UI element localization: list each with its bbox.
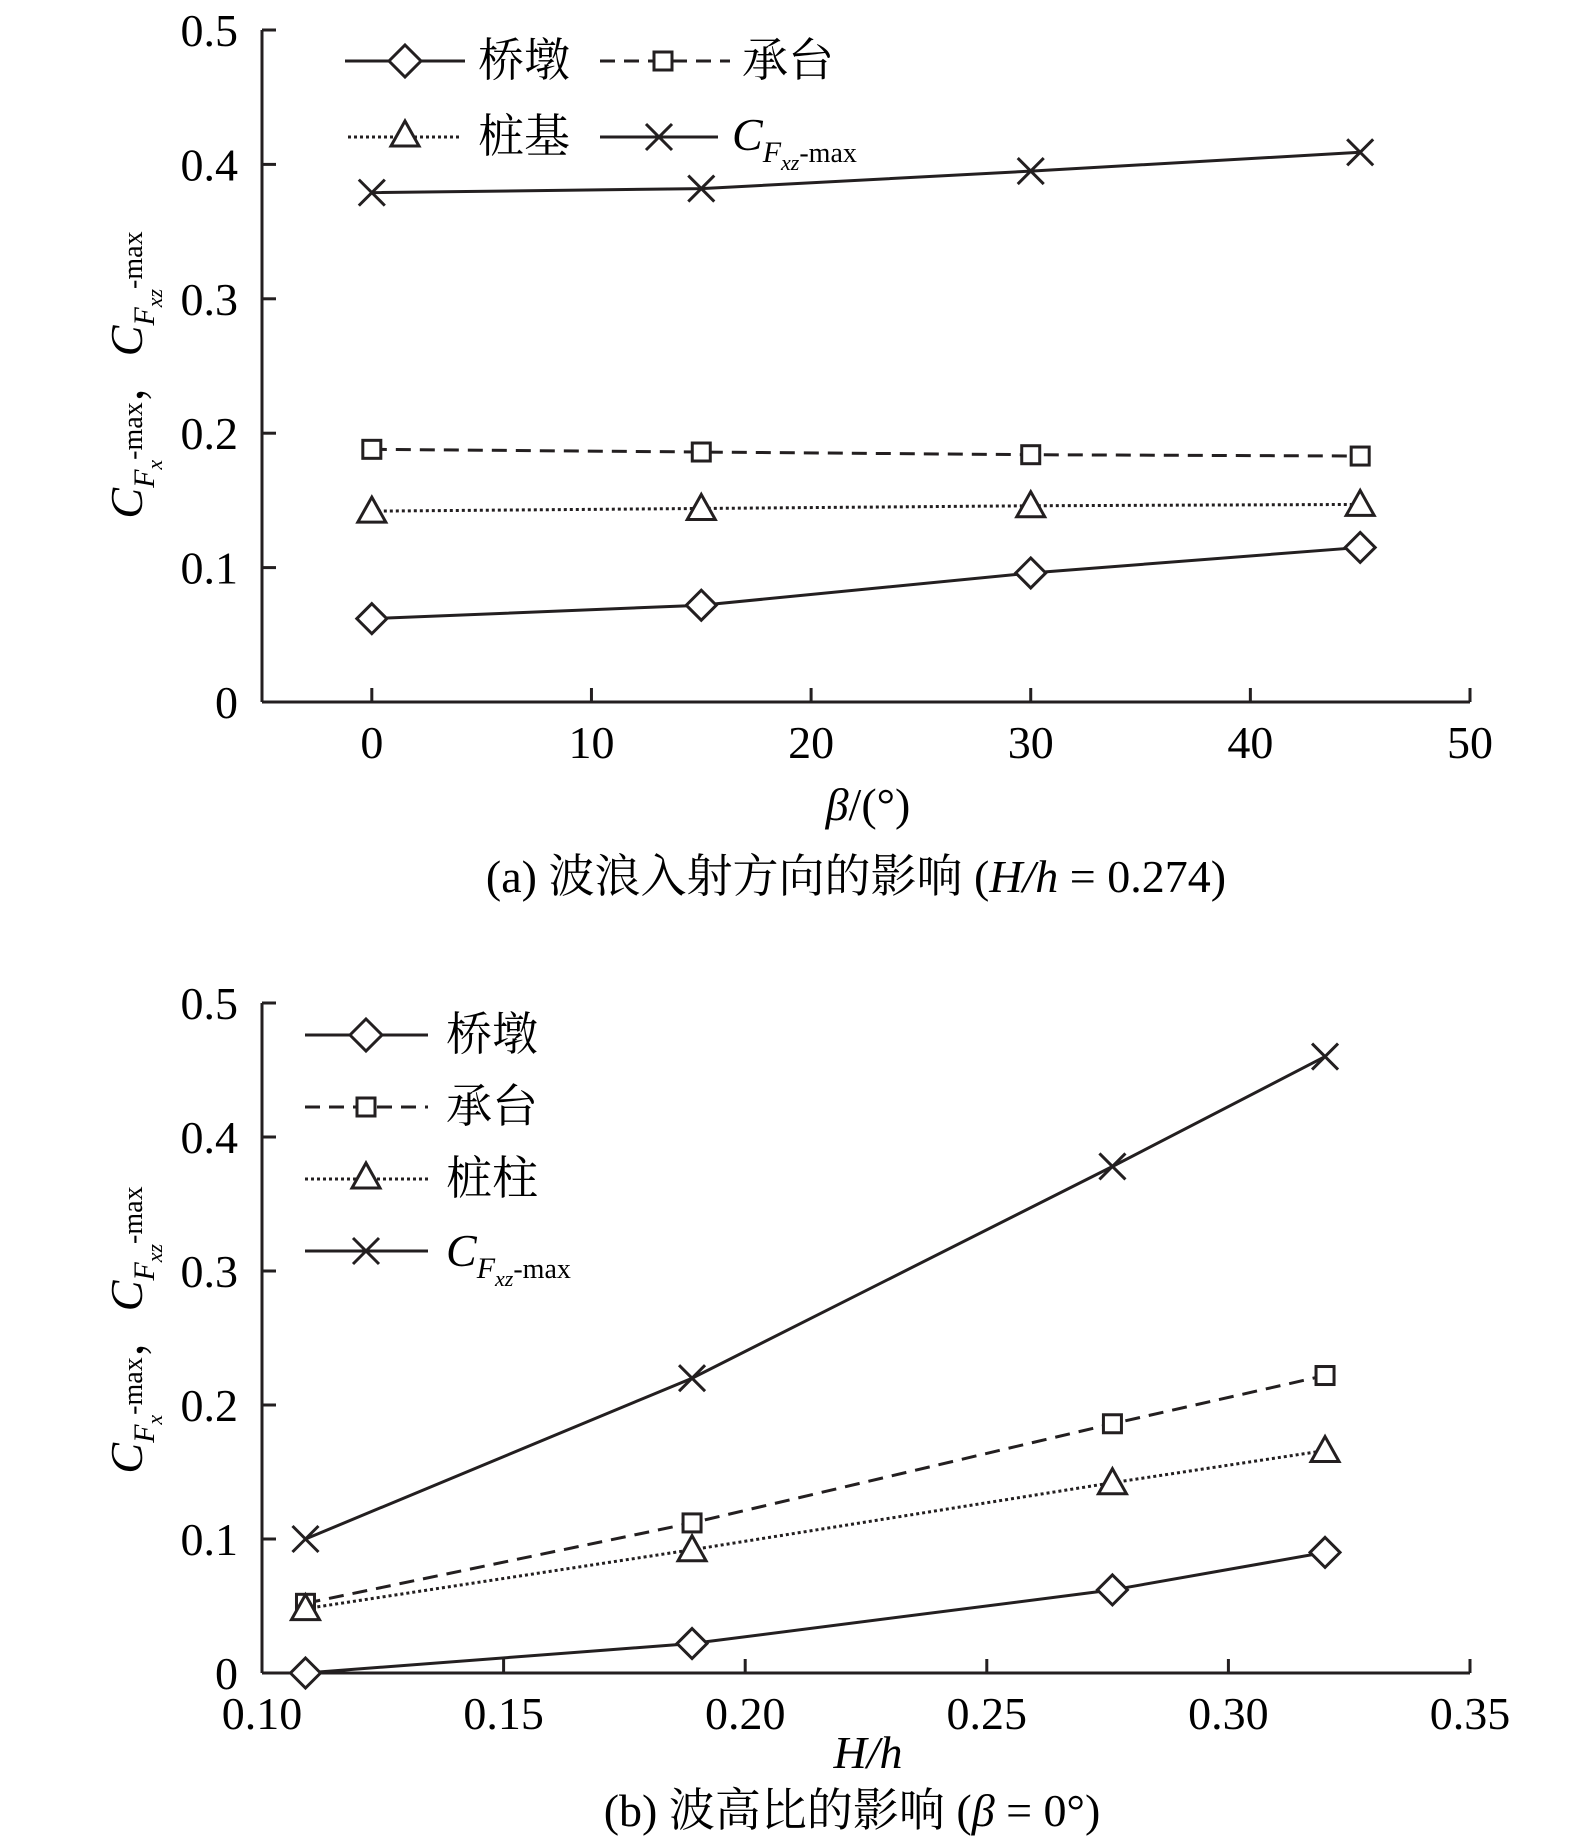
x-tick-label: 50 xyxy=(1447,717,1493,768)
data-point-square xyxy=(1351,447,1369,465)
y-tick-label: 0.1 xyxy=(180,542,238,594)
x-tick-label: 20 xyxy=(788,717,835,768)
legend-b-pile xyxy=(305,1153,538,1204)
x-tick-label: 0.35 xyxy=(1429,1688,1511,1739)
square-marker-icon xyxy=(654,52,672,70)
legend-a-pile xyxy=(348,111,570,162)
legend-b-cap xyxy=(305,1081,538,1132)
panel-b-y-axis-label: $C_Fx^{-max}$，$C_Fxz^{-max}$ xyxy=(101,1186,167,1474)
panel-b xyxy=(101,978,1510,1836)
panel-a-y-axis-label: $C_Fx^{-max}$，$C_Fxz^{-max}$ xyxy=(101,231,167,519)
legend-a-total xyxy=(600,109,857,175)
y-tick-label: 0.4 xyxy=(180,1112,238,1163)
data-point-triangle xyxy=(1346,490,1374,515)
data-point-square xyxy=(363,440,381,458)
y-tick-label: 0.3 xyxy=(180,1246,238,1297)
panel-a-series xyxy=(357,139,1375,633)
series-line-triangle xyxy=(372,504,1360,511)
data-point-square xyxy=(683,1514,701,1532)
data-point-square xyxy=(1103,1415,1121,1433)
square-marker-icon xyxy=(357,1098,375,1116)
diamond-marker-icon xyxy=(350,1019,382,1051)
legend-a-pier xyxy=(345,35,570,86)
diamond-marker-icon xyxy=(389,45,421,77)
legend-b-total-label: $C_Fxz-\max$ xyxy=(446,1225,571,1291)
panel-a-caption: (a) 波浪入射方向的影响 (H/h = 0.274) xyxy=(485,851,1227,902)
x-tick-label: 0.25 xyxy=(946,1688,1028,1739)
panel-b-legend xyxy=(305,1009,571,1291)
data-point-square xyxy=(1316,1367,1334,1385)
data-point-diamond xyxy=(686,590,716,620)
legend-a-pier-label: 桥墩 xyxy=(478,35,570,86)
panel-a-x-axis-label: β/(°) xyxy=(825,779,911,830)
triangle-marker-icon xyxy=(352,1163,380,1188)
data-point-square xyxy=(692,443,710,461)
data-point-diamond xyxy=(1310,1537,1340,1567)
series-line-square xyxy=(372,449,1360,456)
data-point-diamond xyxy=(1345,532,1375,562)
panel-a xyxy=(101,5,1493,902)
data-point-x xyxy=(1312,1044,1338,1070)
triangle-marker-icon xyxy=(391,121,419,146)
legend-b-pier-label: 桥墩 xyxy=(446,1009,538,1060)
x-tick-label: 0.10 xyxy=(221,1688,303,1739)
legend-b-pile-label: 桩柱 xyxy=(446,1153,538,1204)
x-tick-label: 10 xyxy=(568,717,615,768)
y-tick-label: 0.2 xyxy=(180,1380,238,1431)
panel-b-series xyxy=(290,1044,1340,1688)
y-tick-label: 0.4 xyxy=(180,139,238,191)
series-line-square xyxy=(305,1376,1325,1604)
data-point-diamond xyxy=(357,604,387,634)
x-tick-label: 0.15 xyxy=(463,1688,544,1739)
data-point-triangle xyxy=(358,497,386,522)
panel-a-plot-area xyxy=(262,30,1470,702)
x-tick-label: 0 xyxy=(360,717,384,768)
data-point-triangle xyxy=(687,494,715,519)
x-tick-label: 0.30 xyxy=(1188,1688,1269,1739)
panel-a-y-tick-labels xyxy=(181,5,239,728)
data-point-triangle xyxy=(1098,1469,1126,1494)
legend-b-pier xyxy=(305,1009,538,1060)
y-tick-label: 0.5 xyxy=(180,978,238,1029)
y-tick-label: 0.5 xyxy=(180,5,238,56)
panel-b-x-axis-label: H/h xyxy=(833,1727,903,1778)
x-tick-label: 0.20 xyxy=(704,1688,786,1739)
data-point-diamond xyxy=(1097,1575,1127,1605)
panel-b-y-tick-labels xyxy=(181,978,239,1699)
y-tick-label: 0.2 xyxy=(180,408,238,460)
data-point-x xyxy=(1099,1153,1125,1179)
data-point-diamond xyxy=(1016,558,1046,588)
legend-a-pile-label: 桩基 xyxy=(478,111,570,162)
series-line-diamond xyxy=(372,547,1360,618)
data-point-triangle xyxy=(678,1536,706,1561)
y-tick-label: 0 xyxy=(215,677,238,728)
x-tick-label: 30 xyxy=(1007,717,1054,768)
panel-a-x-tick-labels xyxy=(360,717,1493,768)
legend-b-total xyxy=(305,1225,571,1291)
data-point-x xyxy=(679,1365,705,1391)
data-point-triangle xyxy=(1311,1437,1339,1462)
y-tick-label: 0.1 xyxy=(180,1514,238,1565)
y-tick-label: 0.3 xyxy=(180,273,238,325)
panel-b-plot-area xyxy=(262,1003,1470,1673)
x-tick-label: 40 xyxy=(1227,717,1274,768)
panel-b-caption: (b) 波高比的影响 (β = 0°) xyxy=(603,1785,1101,1836)
legend-b-cap-label: 承台 xyxy=(446,1081,538,1132)
legend-a-cap-label: 承台 xyxy=(742,35,834,86)
data-point-diamond xyxy=(290,1658,320,1688)
legend-a-total-label: $C_Fxz-\max$ xyxy=(732,109,857,175)
data-point-x xyxy=(292,1526,318,1552)
panel-a-legend xyxy=(345,35,857,175)
data-point-square xyxy=(1022,446,1040,464)
legend-a-cap xyxy=(600,35,834,86)
data-point-diamond xyxy=(677,1629,707,1659)
y-tick-label: 0 xyxy=(215,1648,238,1699)
